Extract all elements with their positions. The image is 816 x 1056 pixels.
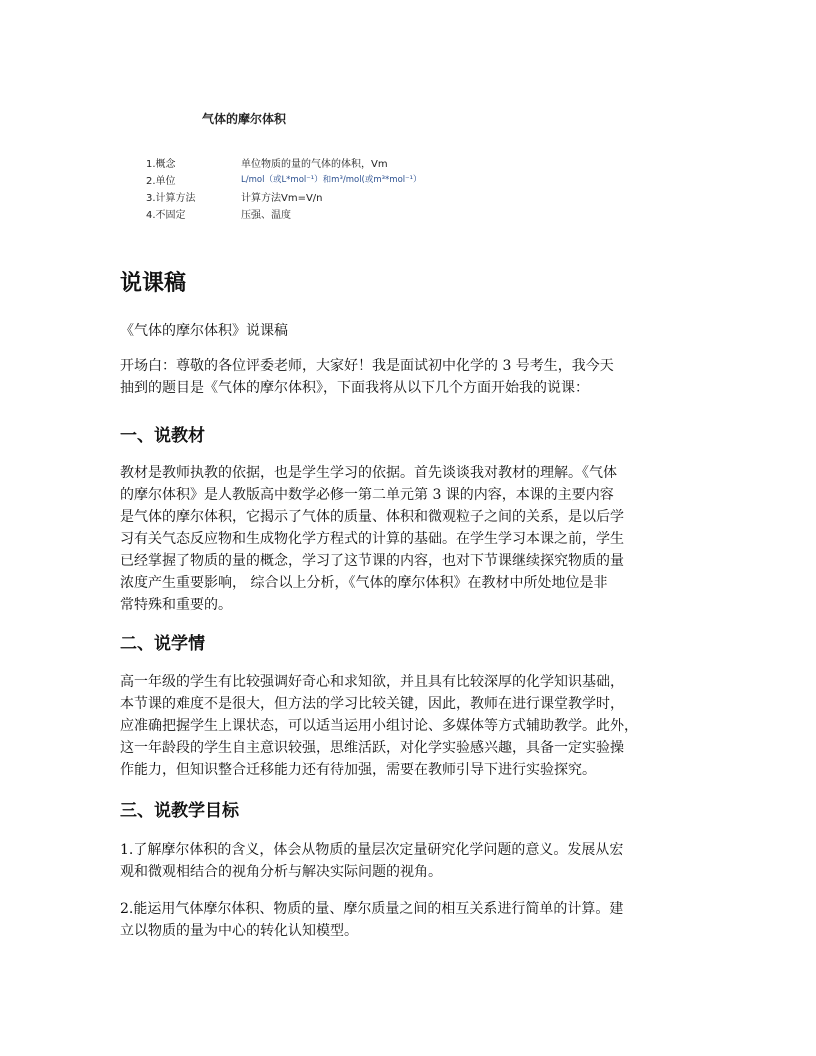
section-heading-textbook: 一、说教材: [120, 426, 205, 446]
figure-row-label: 1.概念: [146, 159, 176, 170]
goal-line: 观和微观相结合的视角分析与解决实际问题的视角。: [120, 864, 442, 880]
figure-row-value: 压强、温度: [241, 210, 291, 221]
paragraph-line: 教材是教师执教的依据，也是学生学习的依据。首先谈谈我对教材的理解。《气体: [120, 465, 617, 481]
paragraph-line: 已经掌握了物质的量的概念，学习了这节课的内容，也对下节课继续探究物质的量: [120, 553, 624, 569]
figure-row-label: 2.单位: [146, 176, 176, 187]
section-heading-goals: 三、说教学目标: [120, 801, 239, 821]
paragraph-line: 是气体的摩尔体积，它揭示了气体的质量、体积和微观粒子之间的关系，是以后学: [120, 509, 624, 525]
section-heading-students: 二、说学情: [120, 634, 205, 654]
intro-line: 抽到的题目是《气体的摩尔体积》，下面我将从以下几个方面开始我的说课：: [120, 380, 589, 396]
figure-row-value: L/mol（或L*mol⁻¹）和m³/mol(或m³*mol⁻¹）: [241, 175, 422, 185]
goal-line: 1.了解摩尔体积的含义，体会从物质的量层次定量研究化学问题的意义。发展从宏: [120, 842, 624, 858]
paragraph-line: 这一年龄段的学生自主意识较强，思维活跃，对化学实验感兴趣，具备一定实验操: [120, 740, 624, 756]
figure-row-value: 单位物质的量的气体的体积，Vm: [241, 159, 388, 170]
paragraph-line: 本节课的难度不是很大，但方法的学习比较关键，因此，教师在进行课堂教学时，: [120, 696, 624, 712]
figure-row-label: 3.计算方法: [146, 193, 196, 204]
intro-line: 开场白：尊敬的各位评委老师，大家好！我是面试初中化学的 3 号考生，我今天: [120, 358, 614, 374]
paragraph-line: 应准确把握学生上课状态，可以适当运用小组讨论、多媒体等方式辅助教学。此外，: [120, 718, 638, 734]
figure-row-value: 计算方法Vm=V/n: [241, 193, 323, 204]
doc-subtitle: 《气体的摩尔体积》说课稿: [120, 323, 288, 339]
paragraph-line: 浓度产生重要影响， 综合以上分析，《气体的摩尔体积》在教材中所处地位是非: [120, 575, 608, 591]
paragraph-line: 习有关气态反应物和生成物化学方程式的计算的基础。在学生学习本课之前，学生: [120, 531, 624, 547]
figure-row-label: 4.不固定: [146, 210, 186, 221]
paragraph-line: 高一年级的学生有比较强调好奇心和求知欲，并且具有比较深厚的化学知识基础，: [120, 674, 624, 690]
goal-line: 立以物质的量为中心的转化认知模型。: [120, 923, 358, 939]
goal-line: 2.能运用气体摩尔体积、物质的量、摩尔质量之间的相互关系进行简单的计算。建: [120, 901, 624, 917]
figure-title: 气体的摩尔体积: [202, 112, 287, 126]
paragraph-line: 的摩尔体积》是人教版高中数学必修一第二单元第 3 课的内容，本课的主要内容: [120, 487, 614, 503]
paragraph-line: 常特殊和重要的。: [120, 597, 232, 613]
summary-figure: [146, 110, 476, 222]
paragraph-line: 作能力，但知识整合迁移能力还有待加强，需要在教师引导下进行实验探究。: [120, 762, 596, 778]
page-title: 说课稿: [120, 271, 187, 296]
